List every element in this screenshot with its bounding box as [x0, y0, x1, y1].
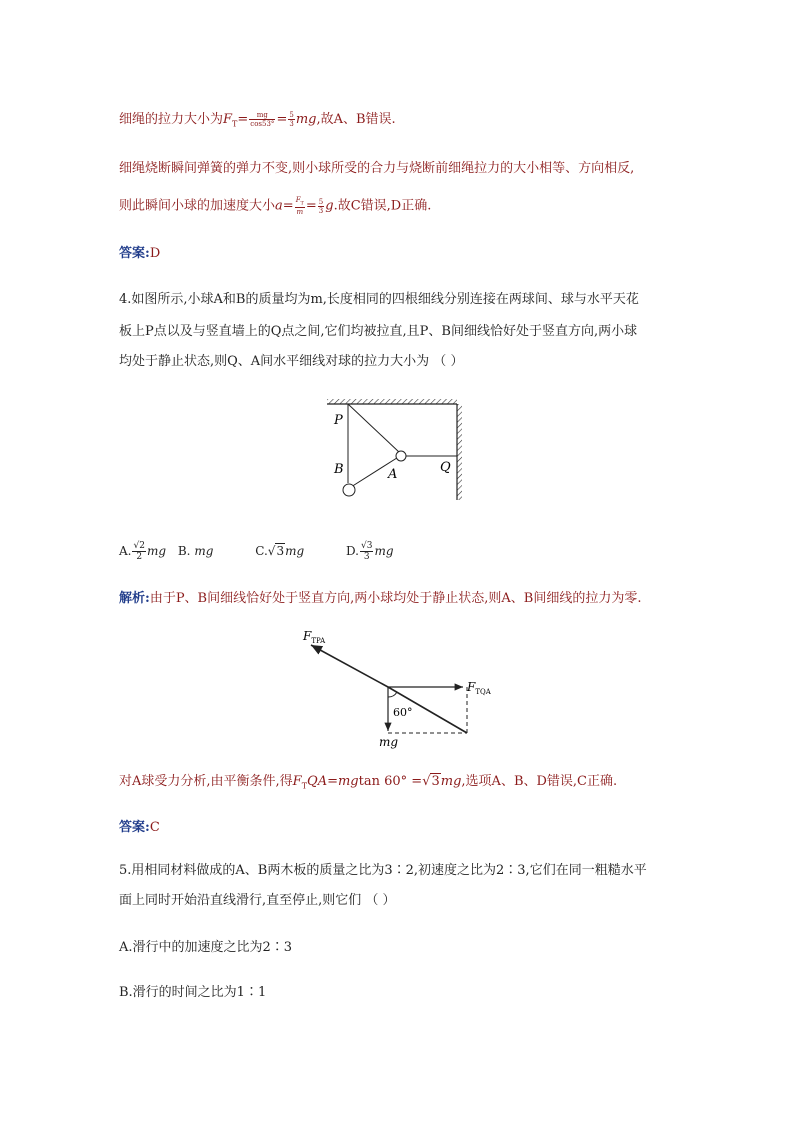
- mg: mg: [285, 544, 305, 558]
- symbol-a: a: [275, 198, 283, 214]
- solution-line-1: [119, 111, 396, 134]
- option-letter: C.: [255, 544, 268, 558]
- figure-force-diagram: [295, 625, 505, 755]
- equals: =: [276, 112, 288, 127]
- answer-value: D: [149, 246, 161, 261]
- mg: mg: [146, 544, 167, 558]
- sqrt-3: √3: [422, 774, 440, 789]
- fraction-mg-cos53: [249, 111, 275, 128]
- subscript: T: [300, 200, 304, 207]
- answer-label: 答案:: [119, 820, 150, 835]
- answer-label: 答案:: [119, 246, 150, 261]
- label-q: Q: [440, 460, 451, 475]
- equals: =: [282, 198, 294, 214]
- denominator: 3: [289, 120, 294, 128]
- answer-1: [119, 245, 160, 263]
- qa: QA: [307, 774, 328, 789]
- denominator: 3: [363, 552, 370, 562]
- denominator: 3: [318, 206, 324, 215]
- numerator: 5: [318, 197, 324, 206]
- symbol-f: F: [292, 774, 302, 789]
- question-5-option-b: B.滑行的时间之比为1∶1: [119, 985, 267, 1000]
- label-ftpa: $F_{TPA}$: [303, 629, 326, 645]
- text: 对A球受力分析,由平衡条件,得: [119, 774, 293, 789]
- numerator: 5: [289, 111, 294, 119]
- subscript: T: [301, 781, 308, 791]
- ceiling-hatch: [327, 399, 457, 404]
- question-4-line-2: 板上P点以及与竖直墙上的Q点之间,它们均被拉直,且P、B间细线恰好处于竖直方向,两小球: [119, 324, 638, 339]
- fraction: [360, 541, 373, 562]
- label-ftqa: $F_{TQA}$: [467, 680, 491, 696]
- text: ,故A、B错误.: [316, 112, 396, 127]
- wall-hatch: [457, 404, 462, 500]
- equals: =: [305, 198, 317, 214]
- denominator: cos53°: [250, 120, 275, 128]
- answer-2: [119, 819, 160, 837]
- text: .故C错误,D正确.: [333, 198, 432, 214]
- f: F: [295, 196, 301, 204]
- question-4-line-3: 均处于静止状态,则Q、A间水平细线对球的拉力大小为 （ ）: [119, 354, 464, 369]
- equals: =: [237, 112, 249, 127]
- numerator: [295, 196, 305, 208]
- ball-b: [343, 484, 355, 496]
- question-5-line-1: 5.用相同材料做成的A、B两木板的质量之比为3∶2,初速度之比为2∶3,它们在同一粗糙水平: [119, 863, 647, 878]
- mg: mg: [194, 544, 214, 558]
- solution-line-4: [119, 773, 617, 796]
- fraction-ft-m: [295, 196, 305, 216]
- arrow-ftpa: [311, 645, 388, 687]
- text: 细绳的拉力大小为: [119, 112, 224, 127]
- ball-a: [396, 451, 406, 461]
- subscript: T: [232, 119, 238, 129]
- sqrt-3: √3: [267, 544, 285, 558]
- option-c: [255, 544, 304, 558]
- text: 则此瞬间小球的加速度大小: [119, 198, 276, 214]
- question-4-line-1: 4.如图所示,小球A和B的质量均为m,长度相同的四根细线分别连接在两球间、球与水平天花: [119, 292, 639, 307]
- solution-line-2: 细绳烧断瞬间弹簧的弹力不变,则小球所受的合力与烧断前细绳拉力的大小相等、方向相反,: [119, 161, 635, 176]
- mg: mg: [337, 774, 359, 789]
- analysis-label: 解析:: [119, 591, 150, 606]
- mg: mg: [440, 774, 462, 789]
- label-a: A: [388, 467, 398, 482]
- label-b: B: [334, 462, 344, 477]
- option-b: [178, 544, 214, 558]
- options-row: [119, 541, 394, 562]
- question-5-option-a: A.滑行中的加速度之比为2∶3: [119, 940, 293, 955]
- string-pa: [348, 404, 400, 453]
- radicand: 3: [276, 544, 285, 558]
- fraction-5-3: [288, 111, 294, 128]
- option-letter: A.: [119, 544, 132, 558]
- label-p: P: [334, 413, 343, 428]
- radicand: 3: [431, 774, 440, 789]
- solution-line-3: [119, 196, 431, 216]
- question-5-line-2: 面上同时开始沿直线滑行,直至停止,则它们 （ ）: [119, 893, 396, 908]
- label-mg: mg: [379, 735, 399, 749]
- symbol-f: F: [223, 112, 233, 127]
- answer-value: C: [149, 820, 160, 835]
- tan: tan 60° =: [358, 774, 423, 789]
- denominator: 2: [136, 552, 143, 562]
- text: ,选项A、B、D错误,C正确.: [461, 774, 618, 789]
- option-a: [119, 541, 167, 562]
- fraction: [132, 541, 145, 562]
- equals: =: [327, 774, 338, 789]
- figure-balls-strings: [320, 395, 470, 505]
- option-letter: D.: [345, 544, 359, 558]
- denominator: m: [296, 208, 304, 217]
- mg: mg: [374, 544, 394, 558]
- option-letter: B.: [177, 544, 191, 558]
- fraction-5-3: [318, 198, 324, 215]
- g: g: [325, 198, 334, 214]
- label-angle: 60°: [393, 706, 413, 719]
- numerator: mg: [249, 111, 275, 120]
- numerator: √2: [133, 541, 145, 551]
- analysis-line: [119, 590, 641, 608]
- option-d: [345, 541, 394, 562]
- analysis-text: 由于P、B间细线恰好处于竖直方向,两小球均处于静止状态,则A、B间细线的拉力为零.: [149, 591, 642, 606]
- angle-arc: [388, 692, 397, 697]
- mg: mg: [295, 112, 317, 127]
- numerator: √3: [360, 541, 373, 551]
